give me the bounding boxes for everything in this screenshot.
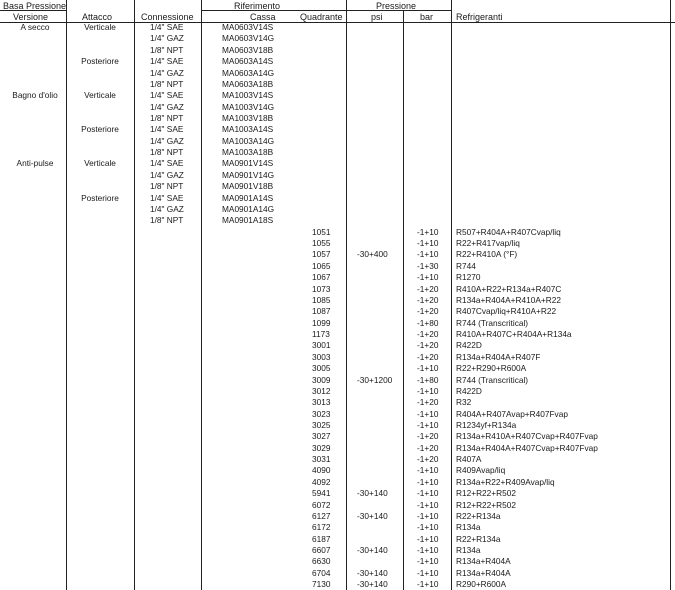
cell-refrigeranti: R134a+R404A [456, 567, 511, 578]
cell-cassa: MA1003V14G [222, 101, 275, 112]
header-refrigeranti: Refrigeranti [456, 12, 503, 22]
cell-cassa: MA1003A18B [222, 147, 274, 158]
cell-bar: -1+20 [417, 306, 439, 317]
cell-quadrante: 3025 [312, 419, 331, 430]
cell-refrigeranti: R1270 [456, 272, 481, 283]
cell-bar: -1+20 [417, 431, 439, 442]
cell-connessione: 1/4" GAZ [150, 33, 184, 44]
cell-quadrante: 7130 [312, 579, 331, 590]
cell-quadrante: 1085 [312, 294, 331, 305]
cell-psi: -30+140 [357, 579, 388, 590]
column-divider [201, 0, 202, 590]
cell-psi: -30+140 [357, 545, 388, 555]
cell-refrigeranti: R134a+R404A [456, 556, 511, 567]
cell-connessione: 1/4" GAZ [150, 67, 184, 78]
cell-connessione: 1/4" GAZ [150, 135, 184, 146]
cell-quadrante: 5941 [312, 488, 331, 499]
cell-connessione: 1/8" NPT [150, 78, 184, 89]
cell-bar: -1+20 [417, 294, 439, 305]
cell-bar: -1+10 [417, 385, 439, 396]
cell-bar: -1+10 [417, 476, 439, 487]
cell-quadrante: 3027 [312, 431, 331, 442]
cell-bar: -1+10 [417, 408, 439, 419]
cell-quadrante: 6704 [312, 567, 331, 578]
cell-refrigeranti: R409Avap/liq [456, 465, 506, 476]
cell-quadrante: 3031 [312, 454, 331, 465]
cell-cassa: MA0603A18B [222, 78, 274, 89]
cell-refrigeranti: R507+R404A+R407Cvap/liq [456, 226, 561, 237]
cell-bar: -1+10 [417, 499, 439, 510]
column-divider [346, 0, 347, 590]
header-connessione: Connessione [141, 12, 194, 22]
cell-cassa: MA1003A14S [222, 124, 274, 135]
cell-bar: -1+20 [417, 351, 439, 362]
cell-psi: -30+140 [357, 567, 388, 578]
header-underline-group [0, 10, 66, 11]
cell-refrigeranti: R32 [456, 397, 472, 408]
header-cassa: Cassa [250, 12, 276, 22]
cell-connessione: 1/4" SAE [150, 124, 184, 135]
cell-cassa: MA0901V18B [222, 181, 274, 192]
cell-cassa: MA0901V14S [222, 158, 274, 169]
cell-quadrante: 1099 [312, 317, 331, 328]
cell-bar: -1+10 [417, 533, 439, 544]
cell-quadrante: 1173 [312, 329, 330, 339]
cell-quadrante: 3013 [312, 397, 331, 408]
cell-refrigeranti: R422D [456, 385, 482, 396]
cell-psi: -30+1200 [357, 374, 393, 385]
cell-cassa: MA0603V18B [222, 44, 274, 55]
cell-quadrante: 1051 [312, 226, 331, 237]
cell-cassa: MA1003V14S [222, 90, 274, 101]
cell-bar: -1+10 [417, 465, 439, 476]
cell-quadrante: 1067 [312, 272, 331, 283]
cell-quadrante: 4092 [312, 476, 331, 487]
cell-bar: -1+10 [417, 579, 439, 590]
column-divider [66, 0, 67, 590]
cell-refrigeranti: R22+R134a [456, 533, 501, 544]
cell-bar: -1+80 [417, 374, 439, 385]
cell-refrigeranti: R407A [456, 454, 482, 465]
cell-quadrante: 1057 [312, 249, 331, 260]
cell-refrigeranti: R22+R417vap/liq [456, 238, 520, 248]
cell-cassa: MA0901A18S [222, 215, 274, 226]
cell-bar: -1+10 [417, 545, 439, 555]
cell-refrigeranti: R744 (Transcritical) [456, 374, 529, 385]
cell-cassa: MA1003V18B [222, 113, 274, 123]
cell-bar: -1+10 [417, 272, 439, 283]
cell-bar: -1+10 [417, 238, 439, 248]
cell-quadrante: 6187 [312, 533, 331, 544]
cell-refrigeranti: R134a+R410A+R407Cvap+R407Fvap [456, 431, 598, 442]
cell-attacco: Posteriore [81, 56, 119, 67]
cell-bar: -1+10 [417, 522, 439, 533]
cell-refrigeranti: R134a [456, 545, 481, 555]
column-divider [451, 0, 452, 590]
header-riferimento: Riferimento [234, 1, 281, 11]
cell-connessione: 1/4" SAE [150, 56, 184, 67]
cell-quadrante: 3005 [312, 363, 331, 374]
cell-refrigeranti: R1234yf+R134a [456, 419, 517, 430]
cell-connessione: 1/8" NPT [150, 181, 184, 192]
cell-refrigeranti: R22+R134a [456, 510, 501, 521]
cell-versione: Anti-pulse [16, 158, 54, 169]
cell-bar: -1+30 [417, 260, 439, 271]
header-quadrante: Quadrante [300, 12, 343, 22]
cell-bar: -1+10 [417, 226, 439, 237]
cell-quadrante: 4090 [312, 465, 331, 476]
cell-quadrante: 6172 [312, 522, 331, 533]
cell-quadrante: 3012 [312, 385, 331, 396]
cell-cassa: MA0603A14G [222, 67, 275, 78]
cell-connessione: 1/4" GAZ [150, 203, 184, 214]
cell-psi: -30+140 [357, 510, 388, 521]
cell-connessione: 1/8" NPT [150, 215, 184, 226]
cell-bar: -1+20 [417, 454, 439, 465]
cell-bar: -1+20 [417, 340, 439, 351]
cell-connessione: 1/4" SAE [150, 22, 184, 32]
cell-cassa: MA0603V14S [222, 22, 274, 32]
cell-bar: -1+80 [417, 317, 439, 328]
cell-quadrante: 1055 [312, 238, 331, 248]
cell-quadrante: 3009 [312, 374, 331, 385]
cell-connessione: 1/8" NPT [150, 44, 184, 55]
cell-bar: -1+10 [417, 567, 439, 578]
cell-refrigeranti: R410A+R22+R134a+R407C [456, 283, 562, 294]
cell-quadrante: 1065 [312, 260, 331, 271]
cell-connessione: 1/4" SAE [150, 90, 184, 101]
cell-refrigeranti: R422D [456, 340, 482, 351]
header-pressione: Pressione [376, 1, 417, 11]
cell-attacco: Posteriore [81, 124, 119, 135]
cell-refrigeranti: R134a [456, 522, 481, 533]
cell-refrigeranti: R410A+R407C+R404A+R134a [456, 329, 572, 339]
cell-refrigeranti: R134a+R404A+R407F [456, 351, 541, 362]
header-underline-riferimento [201, 10, 346, 11]
cell-quadrante: 1073 [312, 283, 331, 294]
cell-bar: -1+20 [417, 283, 439, 294]
header-basa-pressione: Basa Pressione [3, 1, 67, 11]
cell-bar: -1+20 [417, 329, 439, 339]
header-psi: psi [371, 12, 383, 22]
cell-quadrante: 6630 [312, 556, 331, 567]
cell-quadrante: 1087 [312, 306, 331, 317]
cell-versione: A secco [20, 22, 50, 32]
cell-bar: -1+10 [417, 249, 439, 260]
cell-refrigeranti: R290+R600A [456, 579, 507, 590]
cell-psi: -30+140 [357, 488, 388, 499]
column-divider [670, 0, 671, 590]
cell-attacco: Verticale [84, 158, 116, 169]
cell-cassa: MA0901V14G [222, 169, 275, 180]
cell-bar: -1+10 [417, 510, 439, 521]
cell-quadrante: 3003 [312, 351, 331, 362]
cell-bar: -1+10 [417, 556, 439, 567]
cell-refrigeranti: R22+R410A (°F) [456, 249, 518, 260]
cell-connessione: 1/4" SAE [150, 192, 184, 203]
cell-refrigeranti: R12+R22+R502 [456, 488, 516, 499]
cell-cassa: MA0901A14S [222, 192, 274, 203]
cell-psi: -30+400 [357, 249, 388, 260]
cell-versione: Bagno d'olio [12, 90, 58, 101]
cell-connessione: 1/8" NPT [150, 113, 184, 123]
cell-refrigeranti: R12+R22+R502 [456, 499, 516, 510]
cell-refrigeranti: R404A+R407Avap+R407Fvap [456, 408, 568, 419]
cell-bar: -1+20 [417, 397, 439, 408]
cell-cassa: MA0901A14G [222, 203, 275, 214]
cell-cassa: MA0603V14G [222, 33, 275, 44]
cell-refrigeranti: R744 [456, 260, 476, 271]
cell-quadrante: 3023 [312, 408, 331, 419]
cell-quadrante: 3001 [312, 340, 331, 351]
cell-refrigeranti: R134a+R22+R409Avap/liq [456, 476, 555, 487]
cell-refrigeranti: R744 (Transcritical) [456, 317, 529, 328]
header-attacco: Attacco [82, 12, 113, 22]
cell-cassa: MA0603A14S [222, 56, 274, 67]
cell-attacco: Verticale [84, 90, 116, 101]
header-versione: Versione [13, 12, 49, 22]
cell-quadrante: 3029 [312, 442, 331, 453]
cell-refrigeranti: R407Cvap/liq+R410A+R22 [456, 306, 557, 317]
cell-refrigeranti: R134a+R404A+R410A+R22 [456, 294, 561, 305]
cell-quadrante: 6072 [312, 499, 331, 510]
column-divider [403, 10, 404, 590]
header-underline-pressione [347, 10, 451, 11]
cell-attacco: Verticale [84, 22, 116, 32]
cell-bar: -1+10 [417, 363, 439, 374]
cell-refrigeranti: R22+R290+R600A [456, 363, 527, 374]
cell-quadrante: 6607 [312, 545, 331, 555]
cell-connessione: 1/4" GAZ [150, 169, 184, 180]
cell-bar: -1+10 [417, 488, 439, 499]
cell-connessione: 1/4" SAE [150, 158, 184, 169]
cell-connessione: 1/8" NPT [150, 147, 184, 158]
cell-bar: -1+20 [417, 442, 439, 453]
cell-attacco: Posteriore [81, 192, 119, 203]
cell-bar: -1+10 [417, 419, 439, 430]
cell-quadrante: 6127 [312, 510, 331, 521]
column-divider [134, 0, 135, 590]
cell-refrigeranti: R134a+R404A+R407Cvap+R407Fvap [456, 442, 598, 453]
header-bar: bar [420, 12, 434, 22]
cell-connessione: 1/4" GAZ [150, 101, 184, 112]
cell-cassa: MA1003A14G [222, 135, 275, 146]
